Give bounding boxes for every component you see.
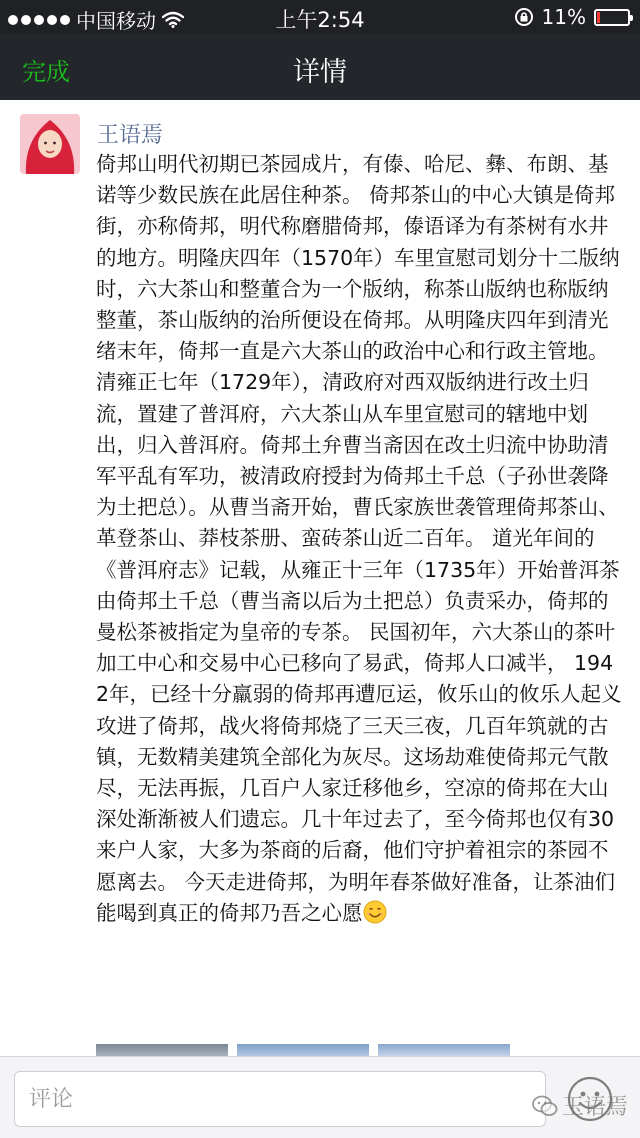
done-button[interactable]: 完成 (22, 58, 70, 86)
post-text (96, 149, 626, 929)
battery-level-fill (597, 12, 600, 23)
author-name[interactable]: 王语焉 (97, 123, 164, 148)
watermark (532, 1090, 628, 1121)
page-title: 详情 (293, 57, 347, 88)
status-bar (0, 0, 640, 34)
status-time: 上午2:54 (275, 8, 365, 32)
battery-icon (594, 9, 630, 26)
photo-thumbnail[interactable] (237, 1044, 369, 1056)
watermark-text: 玉语焉 (562, 1095, 629, 1120)
wechat-logo-icon (532, 1095, 558, 1117)
post-text-content: 倚邦山明代初期已茶园成片，有傣、哈尼、彝、布朗、基诺等少数民族在此居住种茶。 倚邦茶山的中心大镇是倚邦街，亦称倚邦，明代称磨腊倚邦，傣语译为有茶树有水井的地方。明隆庆四年（1570年）车里宣慰司划分十二版纳时，六大茶山和整董合为一个版纳，称茶山版纳也称版纳整董，茶山版纳的治所便设在倚邦。从明隆庆四年到清光绪末年，倚邦一直是六大茶山的政治中心和行政主管地。清雍正七年（1729年），清政府对西双版纳进行改土归流，置建了普洱府，六大茶山从车里宣慰司的辖地中划出，归入普洱府。倚邦土弁曹当斋因在改土归流中协助清军平乱有军功，被清政府授封为倚邦土千总（子孙世袭降为土把总）。从曹当斋开始，曹氏家族世袭管理倚邦茶山、革登茶山、莽枝茶册、蛮砖茶山近二百年。 道光年间的《普洱府志》记载，从雍正十三年（1735年）开始普洱茶由倚邦土千总（曹当斋以后为土把总）负责采办，倚邦的曼松茶被指定为皇帝的专茶。 民国初年，六大茶山的茶叶加工中心和交易中心已移向了易武，倚邦人口减半， 1942年，已经十分羸弱的倚邦再遭厄运，攸乐山的攸乐人起义攻进了倚邦，战火将倚邦烧了三天三夜，几百年筑就的古镇，无数精美建筑全部化为灰尽。这场劫难使倚邦元气散尽，无法再振，几百户人家迁移他乡，空凉的倚邦在大山深处渐渐被人们遗忘。几十年过去了，至今倚邦也仅有30来户人家，大多为茶商的后裔，他们守护着祖宗的茶园不愿离去。 今天走进倚邦，为明年春茶做好准备，让茶油们能喝到真正的倚邦乃吾之心愿 (96, 152, 622, 925)
rotation-lock-icon (514, 7, 534, 27)
comment-input[interactable] (14, 1071, 546, 1127)
smile-emoji-icon (363, 900, 387, 924)
photo-thumbnail[interactable] (378, 1044, 510, 1056)
battery-percent: 11% (541, 5, 586, 29)
nav-bar (0, 34, 640, 100)
photo-thumbnail[interactable] (96, 1044, 228, 1056)
avatar[interactable] (20, 114, 80, 174)
moment-detail (0, 100, 640, 1056)
photo-grid (96, 1044, 516, 1056)
carrier-label: 中国移动 (76, 9, 156, 33)
status-right (514, 5, 630, 29)
